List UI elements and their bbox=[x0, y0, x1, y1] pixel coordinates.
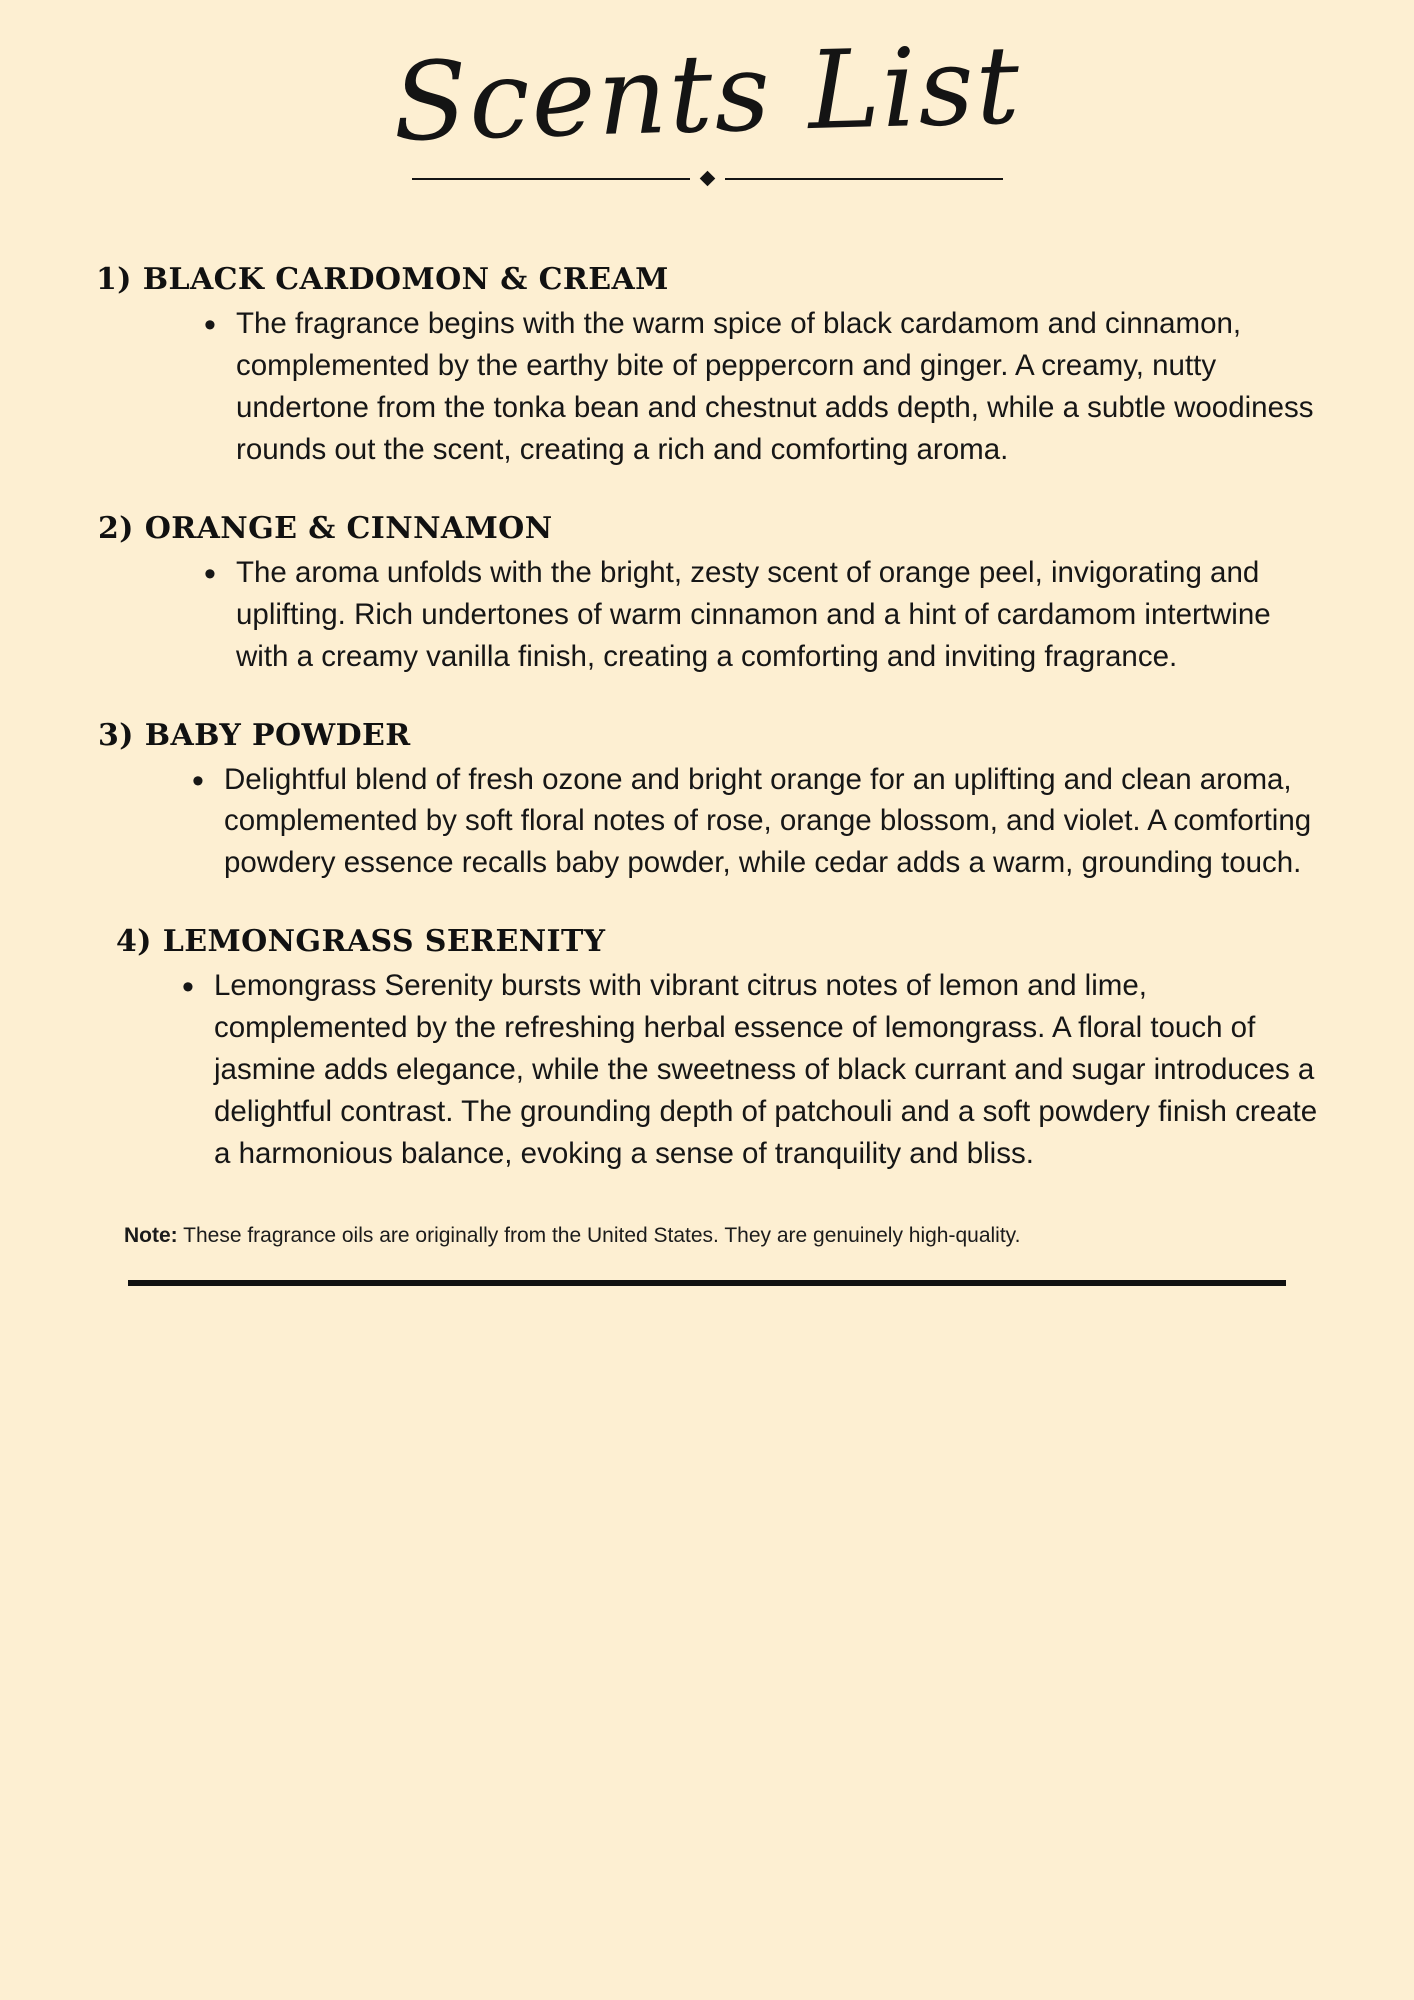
title-divider bbox=[0, 173, 1414, 184]
note-label: Note: bbox=[124, 1223, 178, 1247]
diamond-icon bbox=[699, 171, 715, 187]
scents-content bbox=[0, 262, 1414, 1174]
scent-heading: 2) ORANGE & CINNAMON bbox=[98, 510, 553, 546]
page-title: Scents List bbox=[391, 23, 1023, 166]
scent-description-list bbox=[184, 759, 1322, 885]
scent-description-list bbox=[196, 303, 1322, 471]
page-header bbox=[0, 0, 1414, 184]
section-spacer bbox=[96, 894, 1322, 924]
section-spacer bbox=[96, 481, 1322, 511]
scent-description: • The fragrance begins with the warm spice of black cardamom and cinnamon, complemented by the earthy bite of peppercorn and ginger. A creamy, nutty undertone from the tonka bean and chestnut adds depth, while a subtle woodiness rounds out the scent, creating a rich and comforting aroma. bbox=[196, 303, 1322, 471]
scent-heading: 3) BABY POWDER bbox=[98, 717, 411, 753]
scent-description: • The aroma unfolds with the bright, zesty scent of orange peel, invigorating and uplifting. Rich undertones of warm cinnamon and a hint of cardamom intertwine with a creamy vanilla finish, creating a comforting and inviting fragrance. bbox=[196, 552, 1322, 678]
scent-heading: 1) BLACK CARDOMON & CREAM bbox=[96, 262, 669, 298]
section-spacer bbox=[96, 688, 1322, 718]
scent-entry bbox=[96, 511, 1322, 678]
footer-note bbox=[0, 1221, 1414, 1250]
scent-description-list bbox=[196, 552, 1322, 678]
scent-description-list bbox=[174, 965, 1322, 1174]
scent-entry bbox=[96, 718, 1322, 885]
bottom-rule bbox=[128, 1280, 1286, 1286]
scent-heading: 4) LEMONGRASS SERENITY bbox=[116, 924, 606, 960]
scent-description: • Lemongrass Serenity bursts with vibrant citrus notes of lemon and lime, complemented by the refreshing herbal essence of lemongrass. A floral touch of jasmine adds elegance, while the sweetness of black currant and sugar introduces a delightful contrast. The grounding depth of patchouli and a soft powdery finish create a harmonious balance, evoking a sense of tranquility and bliss. bbox=[174, 965, 1322, 1174]
scent-description: • Delightful blend of fresh ozone and bright orange for an uplifting and clean aroma, complemented by soft floral notes of rose, orange blossom, and violet. A comforting powdery essence recalls baby powder, while cedar adds a warm, grounding touch. bbox=[184, 759, 1322, 885]
divider-line-right bbox=[725, 178, 1003, 180]
note-text: These fragrance oils are originally from the United States. They are genuinely high-quality. bbox=[177, 1223, 1021, 1247]
scent-entry bbox=[96, 924, 1322, 1174]
scent-entry bbox=[96, 262, 1322, 471]
divider-line-left bbox=[412, 178, 690, 180]
